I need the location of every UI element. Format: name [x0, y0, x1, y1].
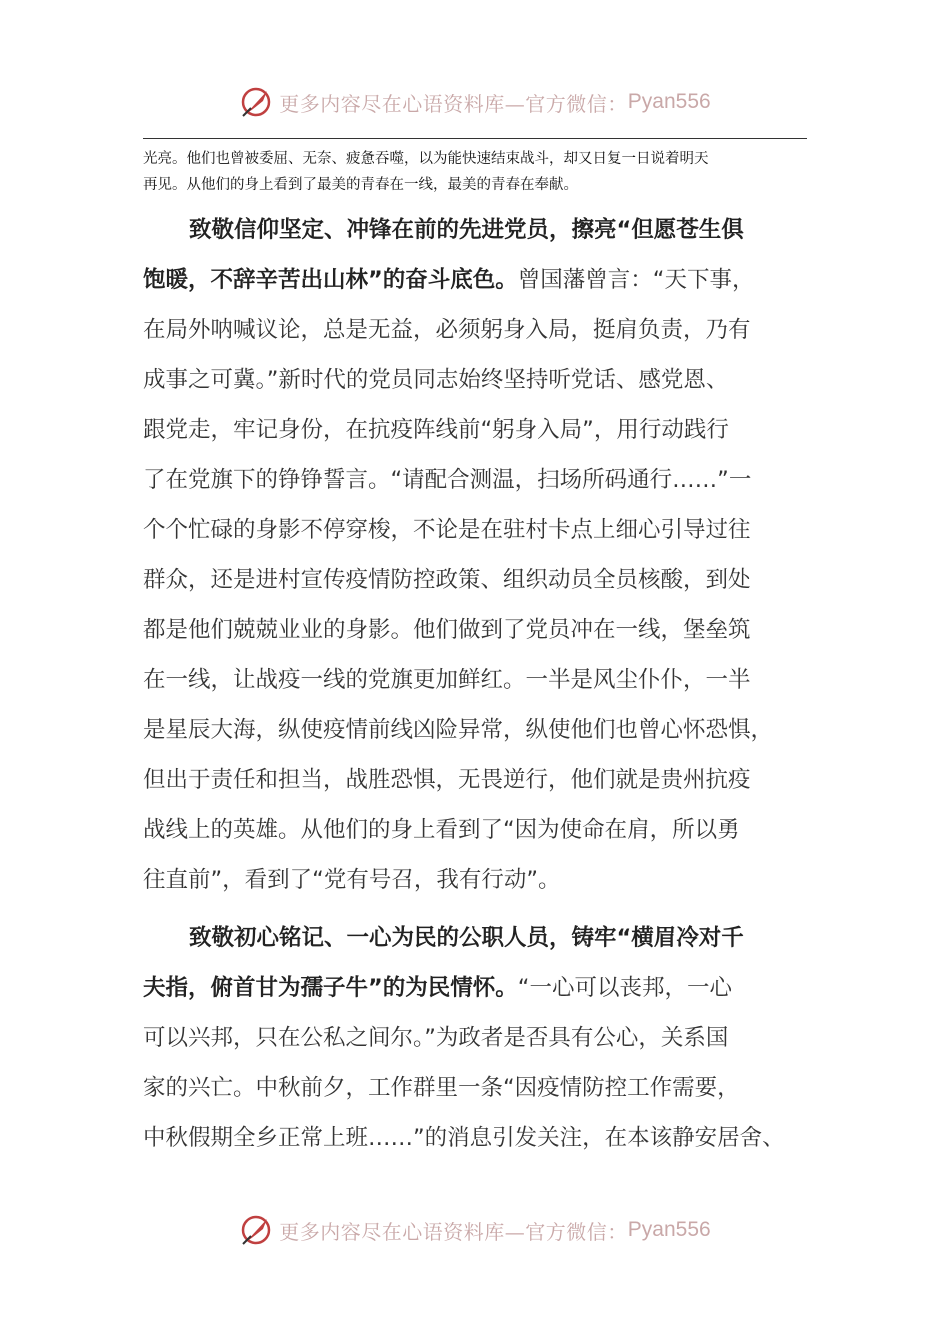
- paragraph-heading: 致敬信仰坚定、冲锋在前的先进党员，擦亮“但愿苍生俱: [189, 217, 744, 243]
- quill-pen-icon: [239, 85, 273, 119]
- paragraph-heading: 饱暖，不辞辛苦出山林”的奋斗底色。: [143, 267, 518, 293]
- watermark-text: 更多内容尽在心语资料库—官方微信：: [279, 91, 628, 116]
- paragraph-heading: 致敬初心铭记、一心为民的公职人员，铸牢“横眉冷对千: [189, 925, 744, 951]
- quill-pen-icon: [239, 1213, 273, 1247]
- body-line: 但出于责任和担当，战胜恐惧，无畏逆行，他们就是贵州抗疫: [143, 767, 751, 793]
- body-line: 都是他们兢兢业业的身影。他们做到了党员冲在一线，堡垒筑: [143, 617, 751, 643]
- body-line: 往直前”，看到了“党有号召，我有行动”。: [143, 867, 561, 893]
- document-body: [143, 205, 823, 1163]
- body-line: 中秋假期全乡正常上班……”的消息引发关注，在本该静安居舍、: [143, 1125, 785, 1151]
- watermark-wechat-id: Pyan556: [627, 1218, 711, 1241]
- body-line: 在局外呐喊议论，总是无益，必须躬身入局，挺肩负责，乃有: [143, 317, 751, 343]
- body-line: 群众，还是进村宣传疫情防控政策、组织动员全员核酸，到处: [143, 567, 751, 593]
- body-line: 在一线，让战疫一线的党旗更加鲜红。一半是风尘仆仆，一半: [143, 667, 751, 693]
- watermark-wechat-id: Pyan556: [627, 90, 711, 113]
- paragraph-public-servants: [143, 913, 823, 1163]
- body-line: 战线上的英雄。从他们的身上看到了“因为使命在肩，所以勇: [143, 817, 740, 843]
- body-line: 是星辰大海，纵使疫情前线凶险异常，纵使他们也曾心怀恐惧，: [143, 717, 774, 743]
- paragraph-party-members: [143, 205, 823, 905]
- header-divider: [143, 138, 807, 139]
- body-line: 家的兴亡。中秋前夕，工作群里一条“因疫情防控工作需要，: [143, 1075, 740, 1101]
- continuation-text: [143, 146, 811, 198]
- body-line: 曾国藩曾言：“天下事，: [517, 267, 755, 293]
- header-watermark: [0, 80, 950, 124]
- body-line: 跟党走，牢记身份，在抗疫阵线前“躬身入局”，用行动践行: [143, 417, 729, 443]
- footer-watermark: [0, 1208, 950, 1252]
- body-line: 个个忙碌的身影不停穿梭，不论是在驻村卡点上细心引导过往: [143, 517, 751, 543]
- continuation-line: 光亮。他们也曾被委屈、无奈、疲惫吞噬，以为能快速结束战斗，却又日复一日说着明天: [143, 151, 709, 167]
- body-line: “一心可以丧邦，一心: [517, 975, 732, 1001]
- body-line: 可以兴邦，只在公私之间尔。”为政者是否具有公心，关系国: [143, 1025, 729, 1051]
- continuation-line: 再见。从他们的身上看到了最美的青春在一线，最美的青春在奉献。: [143, 177, 578, 193]
- watermark-text: 更多内容尽在心语资料库—官方微信：: [279, 1219, 628, 1244]
- body-line: 了在党旗下的铮铮誓言。“请配合测温，扫场所码通行……”一: [143, 467, 752, 493]
- paragraph-heading: 夫指，俯首甘为孺子牛”的为民情怀。: [143, 975, 518, 1001]
- body-line: 成事之可冀。”新时代的党员同志始终坚持听党话、感党恩、: [143, 367, 729, 393]
